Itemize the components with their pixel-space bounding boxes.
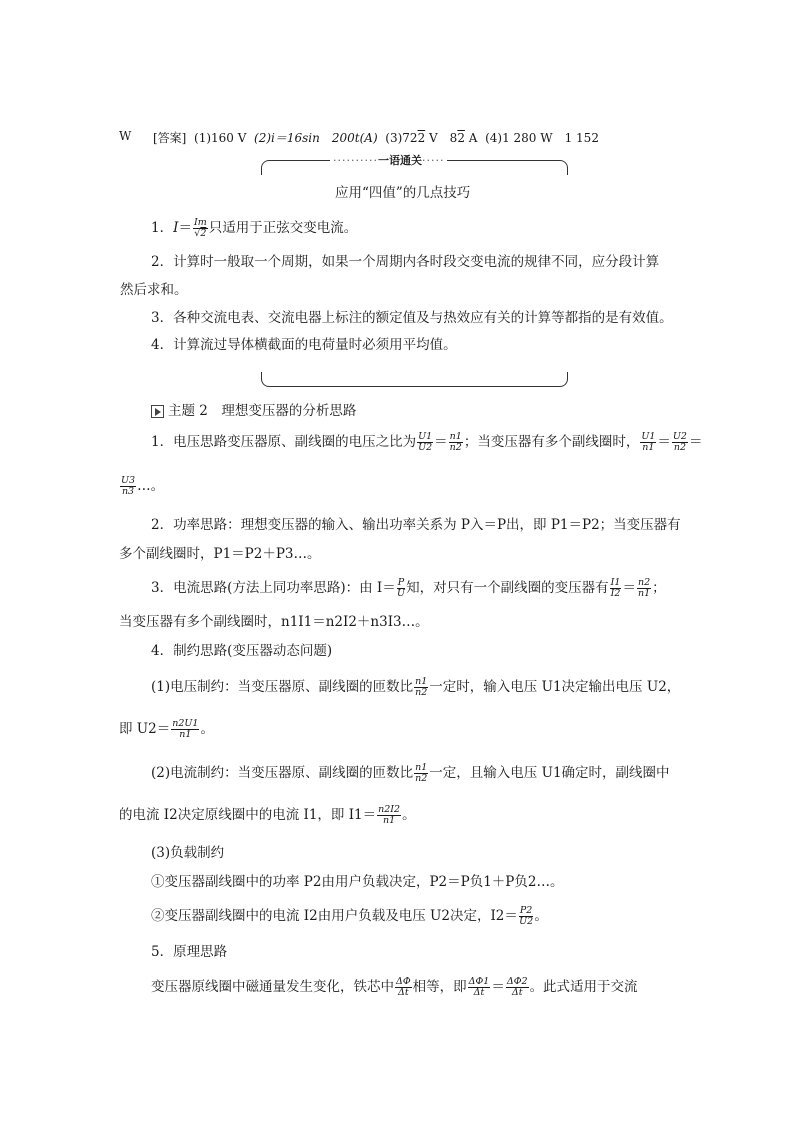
s5-heading: 5．原理思路 [151, 944, 228, 960]
s4-2-line-1: (2)电流制约：当变压器原、副线圈的匝数比 $\frac{n1}{n2}$ 一定，且输入电压 U1确定时，副线圈中 [151, 762, 670, 784]
tip-box-title: 应用“四值”的几点技巧 [335, 185, 471, 201]
tip-item-2a: 2．计算时一般取一个周期，如果一个周期内各时段交变电流的规律不同，应分段计算 [151, 254, 660, 270]
play-icon [151, 405, 164, 418]
s4-1-line-2: 即 U2＝ $\frac{n2U1}{n1}$ 。 [119, 718, 214, 740]
s1-line-2: $\frac{U3}{n3}$ …。 [121, 475, 165, 497]
answer-part-2: (2)i＝16sin 200t(A) [254, 131, 378, 145]
tip-item-4: 4．计算流过导体横截面的电荷量时必须用平均值。 [151, 337, 457, 353]
s5-line: 变压器原线圈中磁通量发生变化，铁芯中 $\frac{\Delta\Phi}{\Delta t}$ 相等，即 $\frac{\Delta\Phi 1}{\Delta t}$ ＝ $\frac{\Delta\Phi 2}{\Delta t}$ 。此式适用于交流 [151, 976, 638, 998]
topic-heading: 主题 2 理想变压器的分析思路 [151, 401, 356, 421]
tip-item-3: 3．各种交流电表、交流电器上标注的额定值及与热效应有关的计算等都指的是有效值。 [151, 310, 673, 326]
answer-continuation: W [119, 129, 132, 143]
answer-part-1: (1)160 V [194, 131, 247, 145]
tip-item-2b: 然后求和。 [120, 282, 188, 298]
tip-item-1: 1．I＝ $\frac{Im}{√2}$ 只适用于正弦交变电流。 [151, 217, 358, 239]
s4-2-line-2: 的电流 I2决定原线圈中的电流 I1，即 I1＝ $\frac{n2I2}{n1}$ 。 [119, 804, 416, 826]
tip-box-label: ··········一语通关····· [330, 152, 447, 168]
s4-3-item-a: ①变压器副线圈中的功率 P2由用户负载决定，P2＝P负1＋P负2…。 [151, 874, 564, 890]
s1-line-1: 1．电压思路变压器原、副线圈的电压之比为 $\frac{U1}{U2}$ ＝ $\frac{n1}{n2}$ ；当变压器有多个副线圈时， $\frac{U1}{n1}$ ＝ $\frac{U2}{n2}$ ＝ [151, 431, 703, 453]
answer-tag: [答案] [153, 131, 187, 145]
answer-line [153, 128, 599, 148]
s3-line-1: 3．电流思路(方法上同功率思路)：由 I＝ $\frac{P}{U}$ 知，对只有一个副线圈的变压器有 $\frac{I1}{I2}$ ＝ $\frac{n2}{n1}$ ； [151, 577, 666, 599]
s4-1-line-1: (1)电压制约：当变压器原、副线圈的匝数比 $\frac{n1}{n2}$ 一定时，输入电压 U1决定输出电压 U2， [151, 676, 681, 698]
answer-part-3: (3)722 V 82 A [385, 131, 478, 145]
s2-line-1: 2．功率思路：理想变压器的输入、输出功率关系为 P入＝P出，即 P1＝P2；当变压器有 [151, 517, 681, 533]
s4-heading: 4．制约思路(变压器动态问题) [151, 643, 333, 659]
tip-box-bottom [261, 372, 568, 387]
answer-part-4: (4)1 280 W 1 152 [485, 131, 599, 145]
s2-line-2: 多个副线圈时，P1＝P2＋P3…。 [119, 546, 321, 562]
s4-3-item-b: ②变压器副线圈中的电流 I2由用户负载及电压 U2决定，I2＝ $\frac{P2}{U2}$ 。 [151, 905, 548, 927]
s3-line-2: 当变压器有多个副线圈时，n1I1＝n2I2＋n3I3…。 [119, 614, 429, 630]
s4-3-heading: (3)负载制约 [151, 845, 225, 861]
